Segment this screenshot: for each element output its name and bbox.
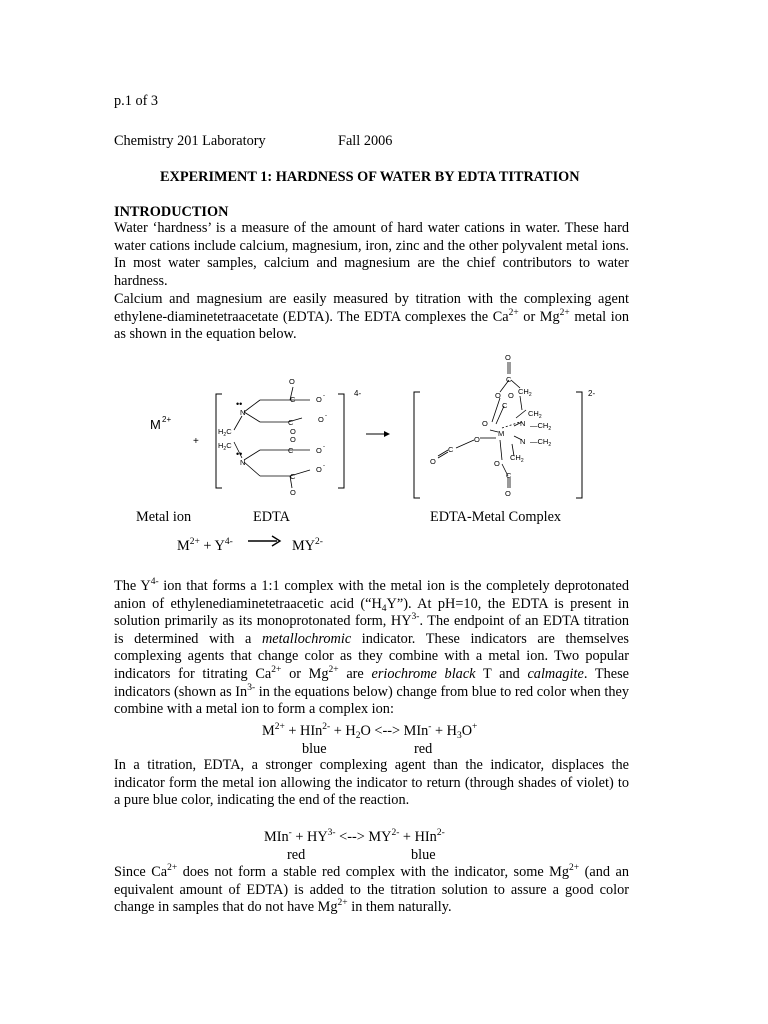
svg-text:-: -	[325, 413, 327, 419]
section-heading-introduction: INTRODUCTION	[114, 204, 229, 220]
cx-o-3: O	[508, 391, 514, 400]
label-metal-ion: Metal ion	[136, 509, 192, 525]
atom-n-top: N	[240, 408, 246, 417]
atom-o-2: O	[290, 427, 296, 436]
atom-o-1: O	[289, 377, 295, 386]
atom-h2c-1: $H_2C$	[218, 427, 232, 438]
edta-structure	[234, 387, 310, 488]
equation-arrow-icon	[247, 534, 283, 548]
atom-ominus-3: O	[316, 446, 322, 455]
svg-text:-: -	[323, 463, 325, 469]
complex-charge: 2-	[588, 389, 596, 398]
page-number: p.1 of 3	[114, 93, 159, 109]
intro-text-1: Water ‘hardness’ is a measure of the amount of hard water cations in water. These hard water cations include calcium, magnesium, iron, zinc and the other polyvalent metal ions. In most water samples, calcium and magnesium are the chief contributors to water hardness.	[114, 220, 629, 289]
cx-ch2-4: $—CH_2$	[530, 437, 552, 448]
atom-ominus-4: O	[316, 465, 322, 474]
label-red-1: red	[414, 741, 433, 757]
atom-o-3: O	[290, 435, 296, 444]
complex-bracket-right	[576, 392, 582, 498]
atom-h2c-2: $H_2C$	[218, 441, 232, 452]
edta-charge: 4-	[354, 389, 362, 398]
atom-c-2: C	[288, 418, 294, 427]
cx-o-1: O	[505, 353, 511, 362]
edta-bracket-right	[338, 394, 344, 488]
atom-c-1: C	[290, 395, 296, 404]
paragraph-magnesium: Since $Ca^{2+}$ does not form a stable red complex with the indicator, some $Mg^{2+}$ (and an equivalent amount of EDTA) is added to the titration solution to assure a good color change in samples that do not have $Mg^{2+}$ in them naturally.	[114, 863, 629, 916]
svg-text:-: -	[323, 393, 325, 399]
atom-o-4: O	[290, 488, 296, 497]
plus-sign: +	[193, 436, 199, 447]
cx-m: M	[498, 429, 505, 438]
cx-n-1: N	[520, 419, 526, 428]
complex-bracket-left	[414, 392, 420, 498]
term: Fall 2006	[338, 133, 393, 149]
cx-o-2: O	[495, 391, 501, 400]
cx-o-6: O	[430, 457, 436, 466]
lone-pair-bottom: ••	[236, 449, 243, 459]
atom-n-bottom: N	[240, 458, 246, 467]
cx-ch2-1: $CH_2$	[518, 387, 532, 398]
cx-c-3: C	[448, 445, 454, 454]
cx-c-2: C	[502, 401, 508, 410]
atom-c-3: C	[288, 446, 294, 455]
svg-text:-: -	[323, 444, 325, 450]
intro-text-2: Calcium and magnesium are easily measured by titration with the complexing agent ethylene-diaminetetraacetate (EDTA). The EDTA complexes the $Ca^{2+}$ or $Mg^{2+}$ metal ion as shown in the equation below.	[114, 291, 629, 343]
label-edta: EDTA	[253, 509, 290, 525]
metal-ion-symbol: M	[150, 417, 161, 432]
equation-product: $MY^{2-}$	[292, 537, 323, 554]
label-blue-2: blue	[411, 847, 436, 863]
intro-paragraph-2	[114, 291, 629, 344]
label-blue-1: blue	[302, 741, 327, 757]
metal-ion-charge: 2+	[162, 415, 172, 424]
label-edta-metal-complex: EDTA-Metal Complex	[430, 509, 562, 525]
cx-c-1: C	[506, 375, 512, 384]
lone-pair-top: ••	[236, 399, 243, 409]
atom-c-4: C	[290, 472, 296, 481]
cx-o-4: O	[482, 419, 488, 428]
paragraph-titration: In a titration, EDTA, a stronger complexing agent than the indicator, displaces the indicator form the metal ion allowing the indicator to return (through shades of violet) to a pure blue color, indicating the end of the reaction.	[114, 757, 629, 809]
cx-n-2: N	[520, 437, 526, 446]
cx-o-5: O	[474, 435, 480, 444]
equation-edta-displacement: $MIn^- + HY^{3-}$ <--> $MY^{2-} + HIn^{2-}$	[264, 828, 445, 845]
cx-ch2-3: $—CH_2$	[530, 421, 552, 432]
cx-c-4: C	[506, 471, 512, 480]
atom-ominus-2: O	[318, 415, 324, 424]
cx-o-8: O	[505, 489, 511, 498]
cx-ch2-2: $CH_2$	[528, 409, 542, 420]
equation-indicator-complex: $M^{2+} + HIn^{2-} + H_2O$ <--> $MIn^- + H_3O^+$	[262, 722, 478, 741]
edta-complex-diagram	[130, 352, 610, 502]
equation-metal-edta: $M^{2+} + Y^{4-}$	[177, 537, 233, 554]
course-name: Chemistry 201 Laboratory	[114, 133, 266, 149]
cx-ch2-5: $CH_2$	[510, 453, 524, 464]
intro-paragraph-1	[114, 220, 629, 290]
cx-o-7: O	[494, 459, 500, 468]
paragraph-indicators: The $Y^{4-}$ ion that forms a 1:1 complex with the metal ion is the completely deprotonated anion of ethylenediaminetetraacetic acid $(“H_4Y”)$. At pH=10, the EDTA is present in solution primarily as its monoprotonated form, $HY^{3-}$. The endpoint of an EDTA titration is determined with a metallochromic indicator. These indicators are themselves complexing agents that change color as they combine with a metal ion. Two popular indicators for titrating $Ca^{2+}$ or $Mg^{2+}$ are eriochrome black T and calmagite. These indicators (shown as $In^{3-}$ in the equations below) change from blue to red color when they combine with a metal ion to form a complex ion:	[114, 577, 629, 718]
atom-ominus-1: O	[316, 395, 322, 404]
reaction-arrow-head	[384, 431, 390, 437]
label-red-2: red	[287, 847, 306, 863]
page-title: EXPERIMENT 1: HARDNESS OF WATER BY EDTA TITRATION	[160, 169, 580, 185]
